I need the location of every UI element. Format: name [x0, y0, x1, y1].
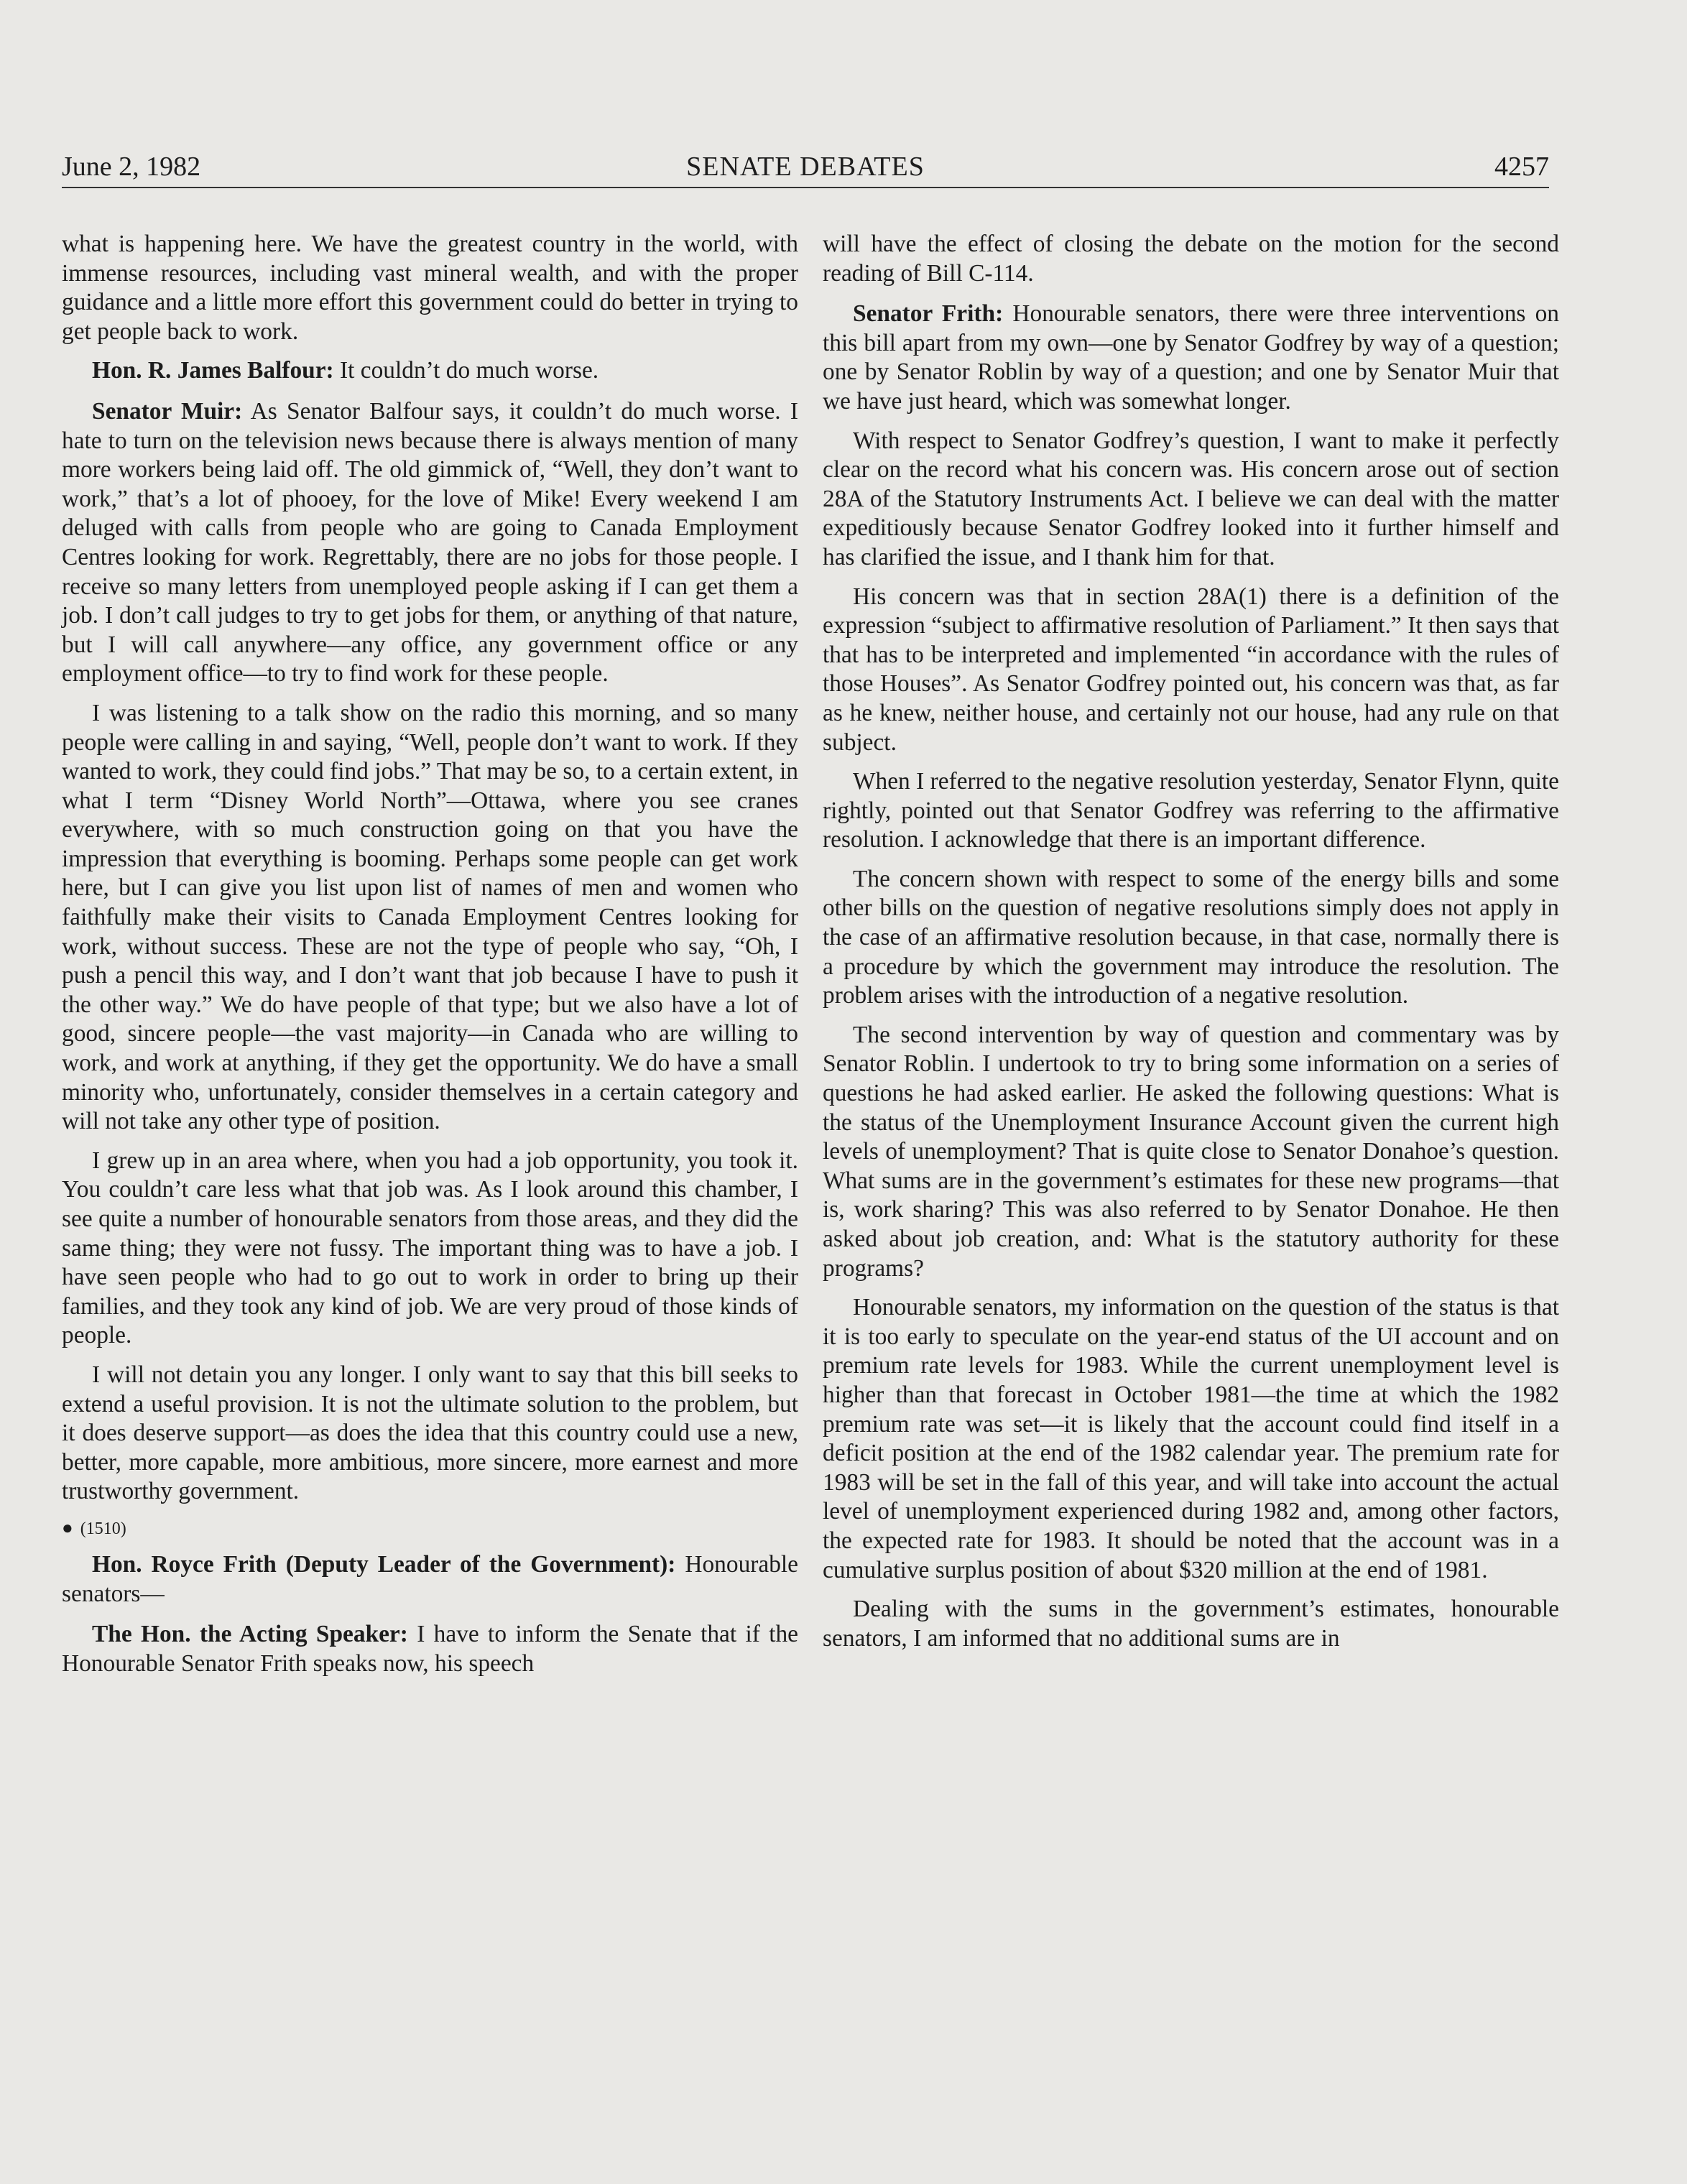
paragraph	[62, 1147, 798, 1351]
paragraph	[62, 1361, 798, 1507]
speaker-name: Hon. Royce Frith (Deputy Leader of the Government):	[92, 1550, 676, 1578]
right-column	[823, 230, 1559, 1663]
paragraph-text: Honourable senators, my information on the question of the status is that it is too early to speculate on the year-end status of the UI account and on premium rate levels for 1983. While the current unemployment level is higher than that forecast in October 1981—the time at which the 1982 premium rate was set—it is likely that the account could find itself in a deficit position at the end of the 1982 calendar year. The premium rate for 1983 will be set in the fall of this year, and will take into account the actual level of unemployment experienced during 1982 and, among other factors, the expected rate for 1983. It should be noted that the account was in a cumulative surplus position of about $320 million at the end of 1981.	[823, 1294, 1559, 1583]
page-number: 4257	[1494, 152, 1549, 182]
paragraph-text: As Senator Balfour says, it couldn’t do much worse. I hate to turn on the television news because there is always mention of many more workers being laid off. The old gimmick of, “Well, they don’t want to work,” that’s a lot of phooey, for the love of Mike! Every weekend I am deluged with calls from people who are going to Canada Employment Centres looking for work. Regrettably, there are no jobs for those people. I receive so many letters from unemployed people asking if I can get them a job. I don’t call judges to try to get jobs for them, or anything of that nature, but I will call anywhere—any office, any government office or any employment office—to try to find work for these people.	[62, 397, 798, 688]
paragraph-text: what is happening here. We have the greatest country in the world, with immense resources, including vast mineral wealth, and with the proper guidance and a little more effort this government could do better in trying to get people back to work.	[62, 231, 798, 345]
paragraph	[62, 699, 798, 1137]
time-mark-text: (1510)	[80, 1519, 126, 1538]
header-date: June 2, 1982	[62, 152, 201, 182]
paragraph-text: Honourable senators—	[62, 1550, 798, 1607]
paragraph-text: will have the effect of closing the debate on the motion for the second reading of Bill C-114.	[823, 231, 1559, 287]
speaker-name: Senator Frith:	[853, 300, 1004, 328]
paragraph-text: It couldn’t do much worse.	[333, 357, 599, 384]
paragraph-text: I was listening to a talk show on the radio this morning, and so many people were calling in and saying, “Well, people don’t want to work. If they wanted to work, they could find jobs.” That may be so, to a certain extent, in what I term “Disney World North”—Ottawa, where you see cranes everywhere, with so much construction going on that you have the impression that everything is booming. Perhaps some people can get work here, but I can give you list upon list of names of men and women who faithfully make their visits to Canada Employment Centres looking for work, without success. These are not the type of people who say, “Oh, I push a pencil this way, and I don’t want that job because I have to push it the other way.” We do have people of that type; but we also have a lot of good, sincere people—the vast majority—in Canada who are willing to work, and work at anything, if they get the opportunity. We do have a small minority who, unfortunately, consider themselves in a certain category and will not take any other type of position.	[62, 699, 798, 1135]
speaker-name: Hon. R. James Balfour:	[92, 357, 334, 384]
speaker-name: Senator Muir:	[92, 397, 243, 425]
paragraph	[62, 230, 798, 346]
publication-title: SENATE DEBATES	[686, 152, 925, 182]
paragraph	[823, 230, 1559, 288]
paragraph	[823, 1293, 1559, 1585]
left-column	[62, 230, 798, 1688]
paragraph	[823, 583, 1559, 758]
paragraph	[823, 767, 1559, 855]
paragraph	[823, 300, 1559, 416]
paragraph-text: I will not detain you any longer. I only want to say that this bill seeks to extend a useful provision. It is not the ultimate solution to the problem, but it does deserve support—as does the idea that this country could use a new, better, more capable, more ambitious, more sincere, more earnest and more trustworthy government.	[62, 1361, 798, 1505]
paragraph	[823, 1021, 1559, 1283]
paragraph-text: Dealing with the sums in the government’s estimates, honourable senators, I am informed that no additional sums are in	[823, 1596, 1559, 1652]
paragraph-text: The second intervention by way of question and commentary was by Senator Roblin. I undertook to try to bring some information on a series of questions he had asked earlier. He asked the following questions: What is the status of the Unemployment Insurance Account given the current high levels of unemployment? That is quite close to Senator Donahoe’s question. What sums are in the government’s estimates for these new programs—that is, work sharing? This was also referred to by Senator Donahoe. He then asked about job creation, and: What is the statutory authority for these programs?	[823, 1021, 1559, 1282]
paragraph-text: With respect to Senator Godfrey’s question, I want to make it perfectly clear on the record what his concern was. His concern arose out of section 28A of the Statutory Instruments Act. I believe we can deal with the matter expeditiously because Senator Godfrey looked into it further himself and has clarified the issue, and I thank him for that.	[823, 427, 1559, 570]
page-header	[62, 149, 1549, 188]
paragraph	[62, 1620, 798, 1678]
paragraph-text: The concern shown with respect to some of the energy bills and some other bills on the question of negative resolutions simply does not apply in the case of an affirmative resolution because, in that case, normally there is a procedure by which the government may introduce the resolution. The problem arises with the introduction of a negative resolution.	[823, 865, 1559, 1009]
paragraph	[62, 397, 798, 689]
paragraph	[823, 427, 1559, 573]
paragraph-text: Honourable senators, there were three interventions on this bill apart from my own—one by Senator Godfrey by way of a question; one by Senator Roblin by way of a question; and one by Senator Muir that we have just heard, which was somewhat longer.	[823, 300, 1559, 415]
bullet-icon: ●	[62, 1517, 73, 1538]
time-marker	[62, 1517, 798, 1540]
paragraph	[823, 865, 1559, 1011]
paragraph-text: I have to inform the Senate that if the Honourable Senator Frith speaks now, his speech	[62, 1621, 799, 1677]
paragraph	[62, 356, 798, 386]
paragraph-text: I grew up in an area where, when you had a job opportunity, you took it. You couldn’t care less what that job was. As I look around this chamber, I see quite a number of honourable senators from those areas, and they did the same thing; they were not fussy. The important thing was to have a job. I have seen people who had to go out to work in order to bring up their families, and they took any kind of job. We are very proud of those kinds of people.	[62, 1147, 798, 1349]
paragraph-text: When I referred to the negative resolution yesterday, Senator Flynn, quite rightly, pointed out that Senator Godfrey was referring to the affirmative resolution. I acknowledge that there is an important difference.	[823, 768, 1559, 853]
paragraph-text: His concern was that in section 28A(1) there is a definition of the expression “subject to affirmative resolution of Parliament.” It then says that that has to be interpreted and implemented “in accordance with the rules of those Houses”. As Senator Godfrey pointed out, his concern was that, as far as he knew, neither house, and certainly not our house, had any rule on that subject.	[823, 583, 1559, 756]
speaker-name: The Hon. the Acting Speaker:	[92, 1621, 408, 1648]
paragraph	[823, 1595, 1559, 1653]
paragraph	[62, 1550, 798, 1609]
